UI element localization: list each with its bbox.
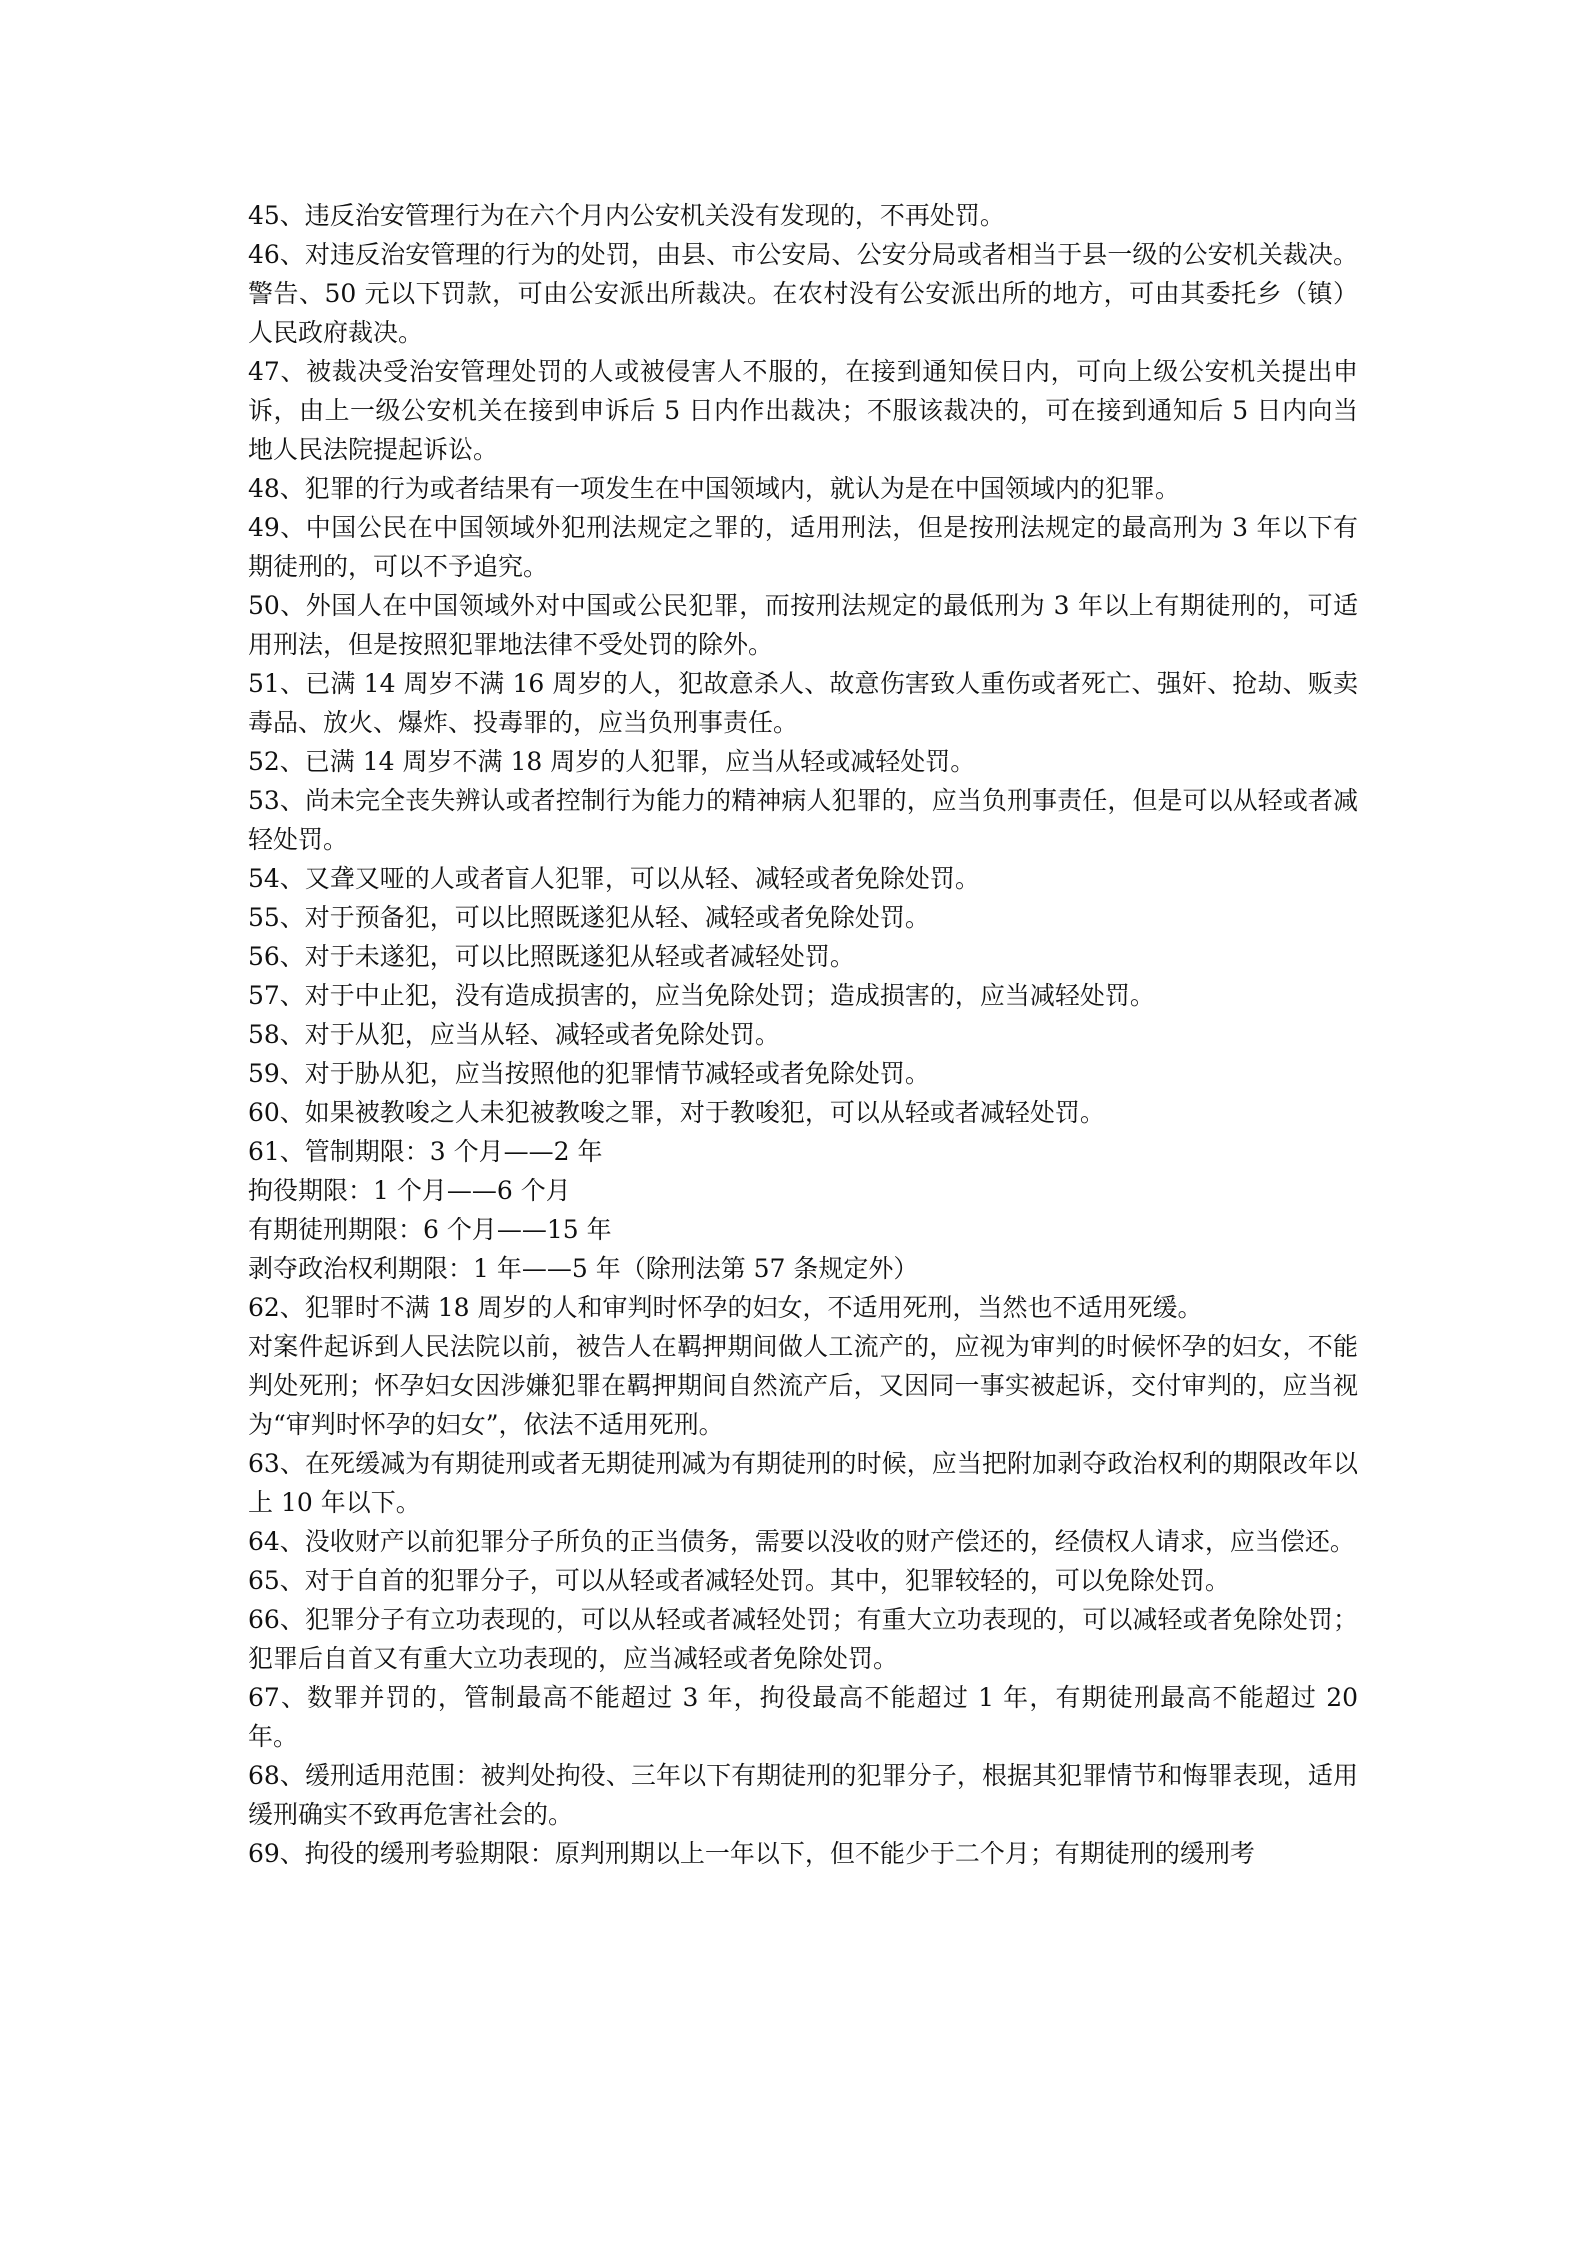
paragraph-47: 47、被裁决受治安管理处罚的人或被侵害人不服的，在接到通知侯日内，可向上级公安机关提出申诉，由上一级公安机关在接到申诉后 5 日内作出裁决；不服该裁决的，可在接到通知后 5 日内向当地人民法院提起诉讼。 xyxy=(248,357,1358,464)
paragraph-51: 51、已满 14 周岁不满 16 周岁的人，犯故意杀人、故意伤害致人重伤或者死亡、强奸、抢劫、贩卖毒品、放火、爆炸、投毒罪的，应当负刑事责任。 xyxy=(248,669,1358,737)
paragraph-68: 68、缓刑适用范围：被判处拘役、三年以下有期徒刑的犯罪分子，根据其犯罪情节和悔罪表现，适用缓刑确实不致再危害社会的。 xyxy=(248,1761,1358,1829)
paragraph-54: 54、又聋又哑的人或者盲人犯罪，可以从轻、减轻或者免除处罚。 xyxy=(248,864,980,893)
paragraph-55: 55、对于预备犯，可以比照既遂犯从轻、减轻或者免除处罚。 xyxy=(248,903,930,932)
paragraph-61-political-rights: 剥夺政治权利期限：1 年——5 年（除刑法第 57 条规定外） xyxy=(248,1254,919,1283)
paragraph-53: 53、尚未完全丧失辨认或者控制行为能力的精神病人犯罪的，应当负刑事责任，但是可以从轻或者减轻处罚。 xyxy=(248,786,1358,854)
paragraph-61: 61、管制期限：3 个月——2 年 xyxy=(248,1137,603,1166)
document-body xyxy=(248,196,1358,1873)
paragraph-67: 67、数罪并罚的，管制最高不能超过 3 年，拘役最高不能超过 1 年，有期徒刑最高不能超过 20 年。 xyxy=(248,1683,1358,1751)
paragraph-49: 49、中国公民在中国领域外犯刑法规定之罪的，适用刑法，但是按刑法规定的最高刑为 3 年以下有期徒刑的，可以不予追究。 xyxy=(248,513,1358,581)
paragraph-64: 64、没收财产以前犯罪分子所负的正当债务，需要以没收的财产偿还的，经债权人请求，应当偿还。 xyxy=(248,1527,1355,1556)
paragraph-61-fixed-term: 有期徒刑期限：6 个月——15 年 xyxy=(248,1215,612,1244)
paragraph-63: 63、在死缓减为有期徒刑或者无期徒刑减为有期徒刑的时候，应当把附加剥夺政治权利的期限改年以上 10 年以下。 xyxy=(248,1449,1358,1517)
paragraph-65: 65、对于自首的犯罪分子，可以从轻或者减轻处罚。其中，犯罪较轻的，可以免除处罚。 xyxy=(248,1566,1230,1595)
paragraph-61-detention: 拘役期限：1 个月——6 个月 xyxy=(248,1176,571,1205)
paragraph-69: 69、拘役的缓刑考验期限：原判刑期以上一年以下，但不能少于二个月；有期徒刑的缓刑考 xyxy=(248,1839,1255,1868)
paragraph-52: 52、已满 14 周岁不满 18 周岁的人犯罪，应当从轻或减轻处罚。 xyxy=(248,747,976,776)
paragraph-56: 56、对于未遂犯，可以比照既遂犯从轻或者减轻处罚。 xyxy=(248,942,855,971)
paragraph-45: 45、违反治安管理行为在六个月内公安机关没有发现的，不再处罚。 xyxy=(248,201,1005,230)
paragraph-59: 59、对于胁从犯，应当按照他的犯罪情节减轻或者免除处罚。 xyxy=(248,1059,930,1088)
paragraph-66: 66、犯罪分子有立功表现的，可以从轻或者减轻处罚；有重大立功表现的，可以减轻或者免除处罚；犯罪后自首又有重大立功表现的，应当减轻或者免除处罚。 xyxy=(248,1605,1358,1673)
paragraph-60: 60、如果被教唆之人未犯被教唆之罪，对于教唆犯，可以从轻或者减轻处罚。 xyxy=(248,1098,1105,1127)
paragraph-57: 57、对于中止犯，没有造成损害的，应当免除处罚；造成损害的，应当减轻处罚。 xyxy=(248,981,1155,1010)
paragraph-50: 50、外国人在中国领域外对中国或公民犯罪，而按刑法规定的最低刑为 3 年以上有期徒刑的，可适用刑法，但是按照犯罪地法律不受处罚的除外。 xyxy=(248,591,1358,659)
paragraph-48: 48、犯罪的行为或者结果有一项发生在中国领域内，就认为是在中国领域内的犯罪。 xyxy=(248,474,1180,503)
paragraph-46: 46、对违反治安管理的行为的处罚，由县、市公安局、公安分局或者相当于县一级的公安机关裁决。警告、50 元以下罚款，可由公安派出所裁决。在农村没有公安派出所的地方，可由其委托乡（镇）人民政府裁决。 xyxy=(248,240,1358,347)
paragraph-58: 58、对于从犯，应当从轻、减轻或者免除处罚。 xyxy=(248,1020,780,1049)
paragraph-62-note: 对案件起诉到人民法院以前，被告人在羁押期间做人工流产的，应视为审判的时候怀孕的妇女，不能判处死刑；怀孕妇女因涉嫌犯罪在羁押期间自然流产后，又因同一事实被起诉，交付审判的，应当视为“审判时怀孕的妇女”，依法不适用死刑。 xyxy=(248,1332,1358,1439)
paragraph-62: 62、犯罪时不满 18 周岁的人和审判时怀孕的妇女，不适用死刑，当然也不适用死缓。 xyxy=(248,1293,1203,1322)
